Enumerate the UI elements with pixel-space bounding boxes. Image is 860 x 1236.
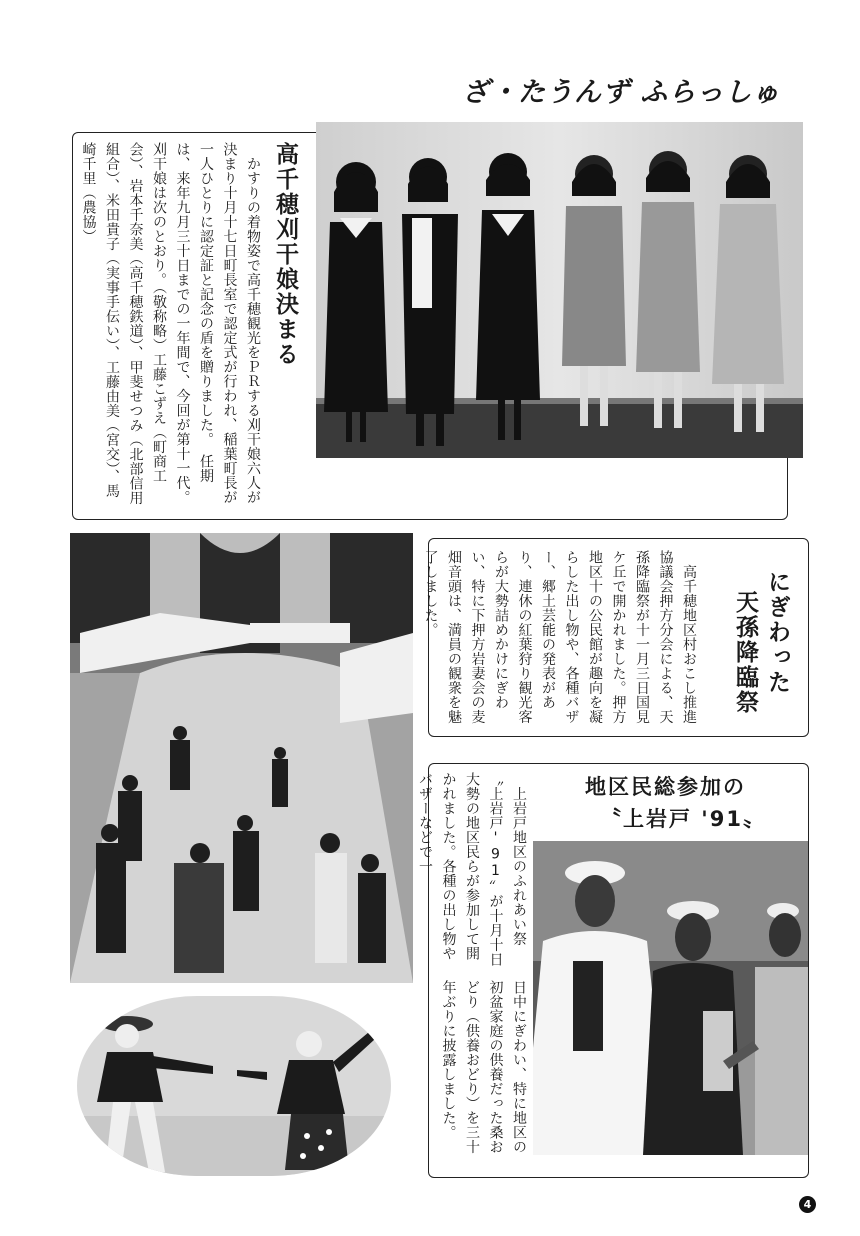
- article-body-tenson-korin: 高千穂地区村おこし推進協議会押方分会による、天孫降臨祭が十一月三日国見ケ丘で開かれました。押方地区十の公民館が趣向を凝らした出し物や、各種バザー、郷土芸能の発表があり、連休の紅葉狩り観光客らが大勢詰めかけにぎわい、特に下押方岩妻会の麦畑音頭は、満員の観衆を魅了しました。: [422, 550, 697, 724]
- photo-kamiiwato-dancers: [533, 841, 808, 1155]
- article-title-kamiiwato-line2: 〝上岩戸 '91〟: [600, 807, 766, 831]
- article-title-kariboshi: 高千穂刈干娘決まる: [272, 142, 298, 367]
- photo-dancers: [77, 996, 391, 1176]
- photo-kariboshi-musume: [316, 122, 803, 458]
- article-body-kamiiwato-col2: 日中にぎわい、特に地区の初盆家庭の供養だった桑おどり（供養おどり）を三十年ぶりに披露しました。: [440, 980, 527, 1154]
- article-title-tenson-korin-line2: 天孫降臨祭: [732, 590, 758, 715]
- page-number: 4: [799, 1196, 816, 1213]
- article-body-kamiiwato-col1: 上岩戸地区のふれあい祭〝上岩戸'91〟が十月十日大勢の地区民らが参加して開かれました。各種の出し物やバザーなどで一: [417, 772, 527, 967]
- article-title-kamiiwato-line1: 地区民総参加の: [585, 775, 746, 799]
- article-body-kariboshi: かすりの着物姿で高千穂観光をＰＲする刈干娘六人が決まり十月十七日町長室で認定式が行われ、稲葉町長が一人ひとりに認定証と記念の盾を贈りました。 任期は、来年九月三十日までの一年間で、今回が第十一代。刈干娘は次のとおり。（敬称略）工藤こずえ（町商工会）、岩本千奈美（高千穂鉄道）、甲斐せつみ（北部信用組合）、米田貴子（実事手伝い）、工藤由美（宮交）、馬崎千里（農協）: [80, 142, 261, 505]
- section-header: ざ・たうんず ふらっしゅ: [462, 77, 781, 108]
- photo-festival-crowd: [70, 533, 413, 983]
- article-title-tenson-korin-line1: にぎわった: [764, 570, 790, 695]
